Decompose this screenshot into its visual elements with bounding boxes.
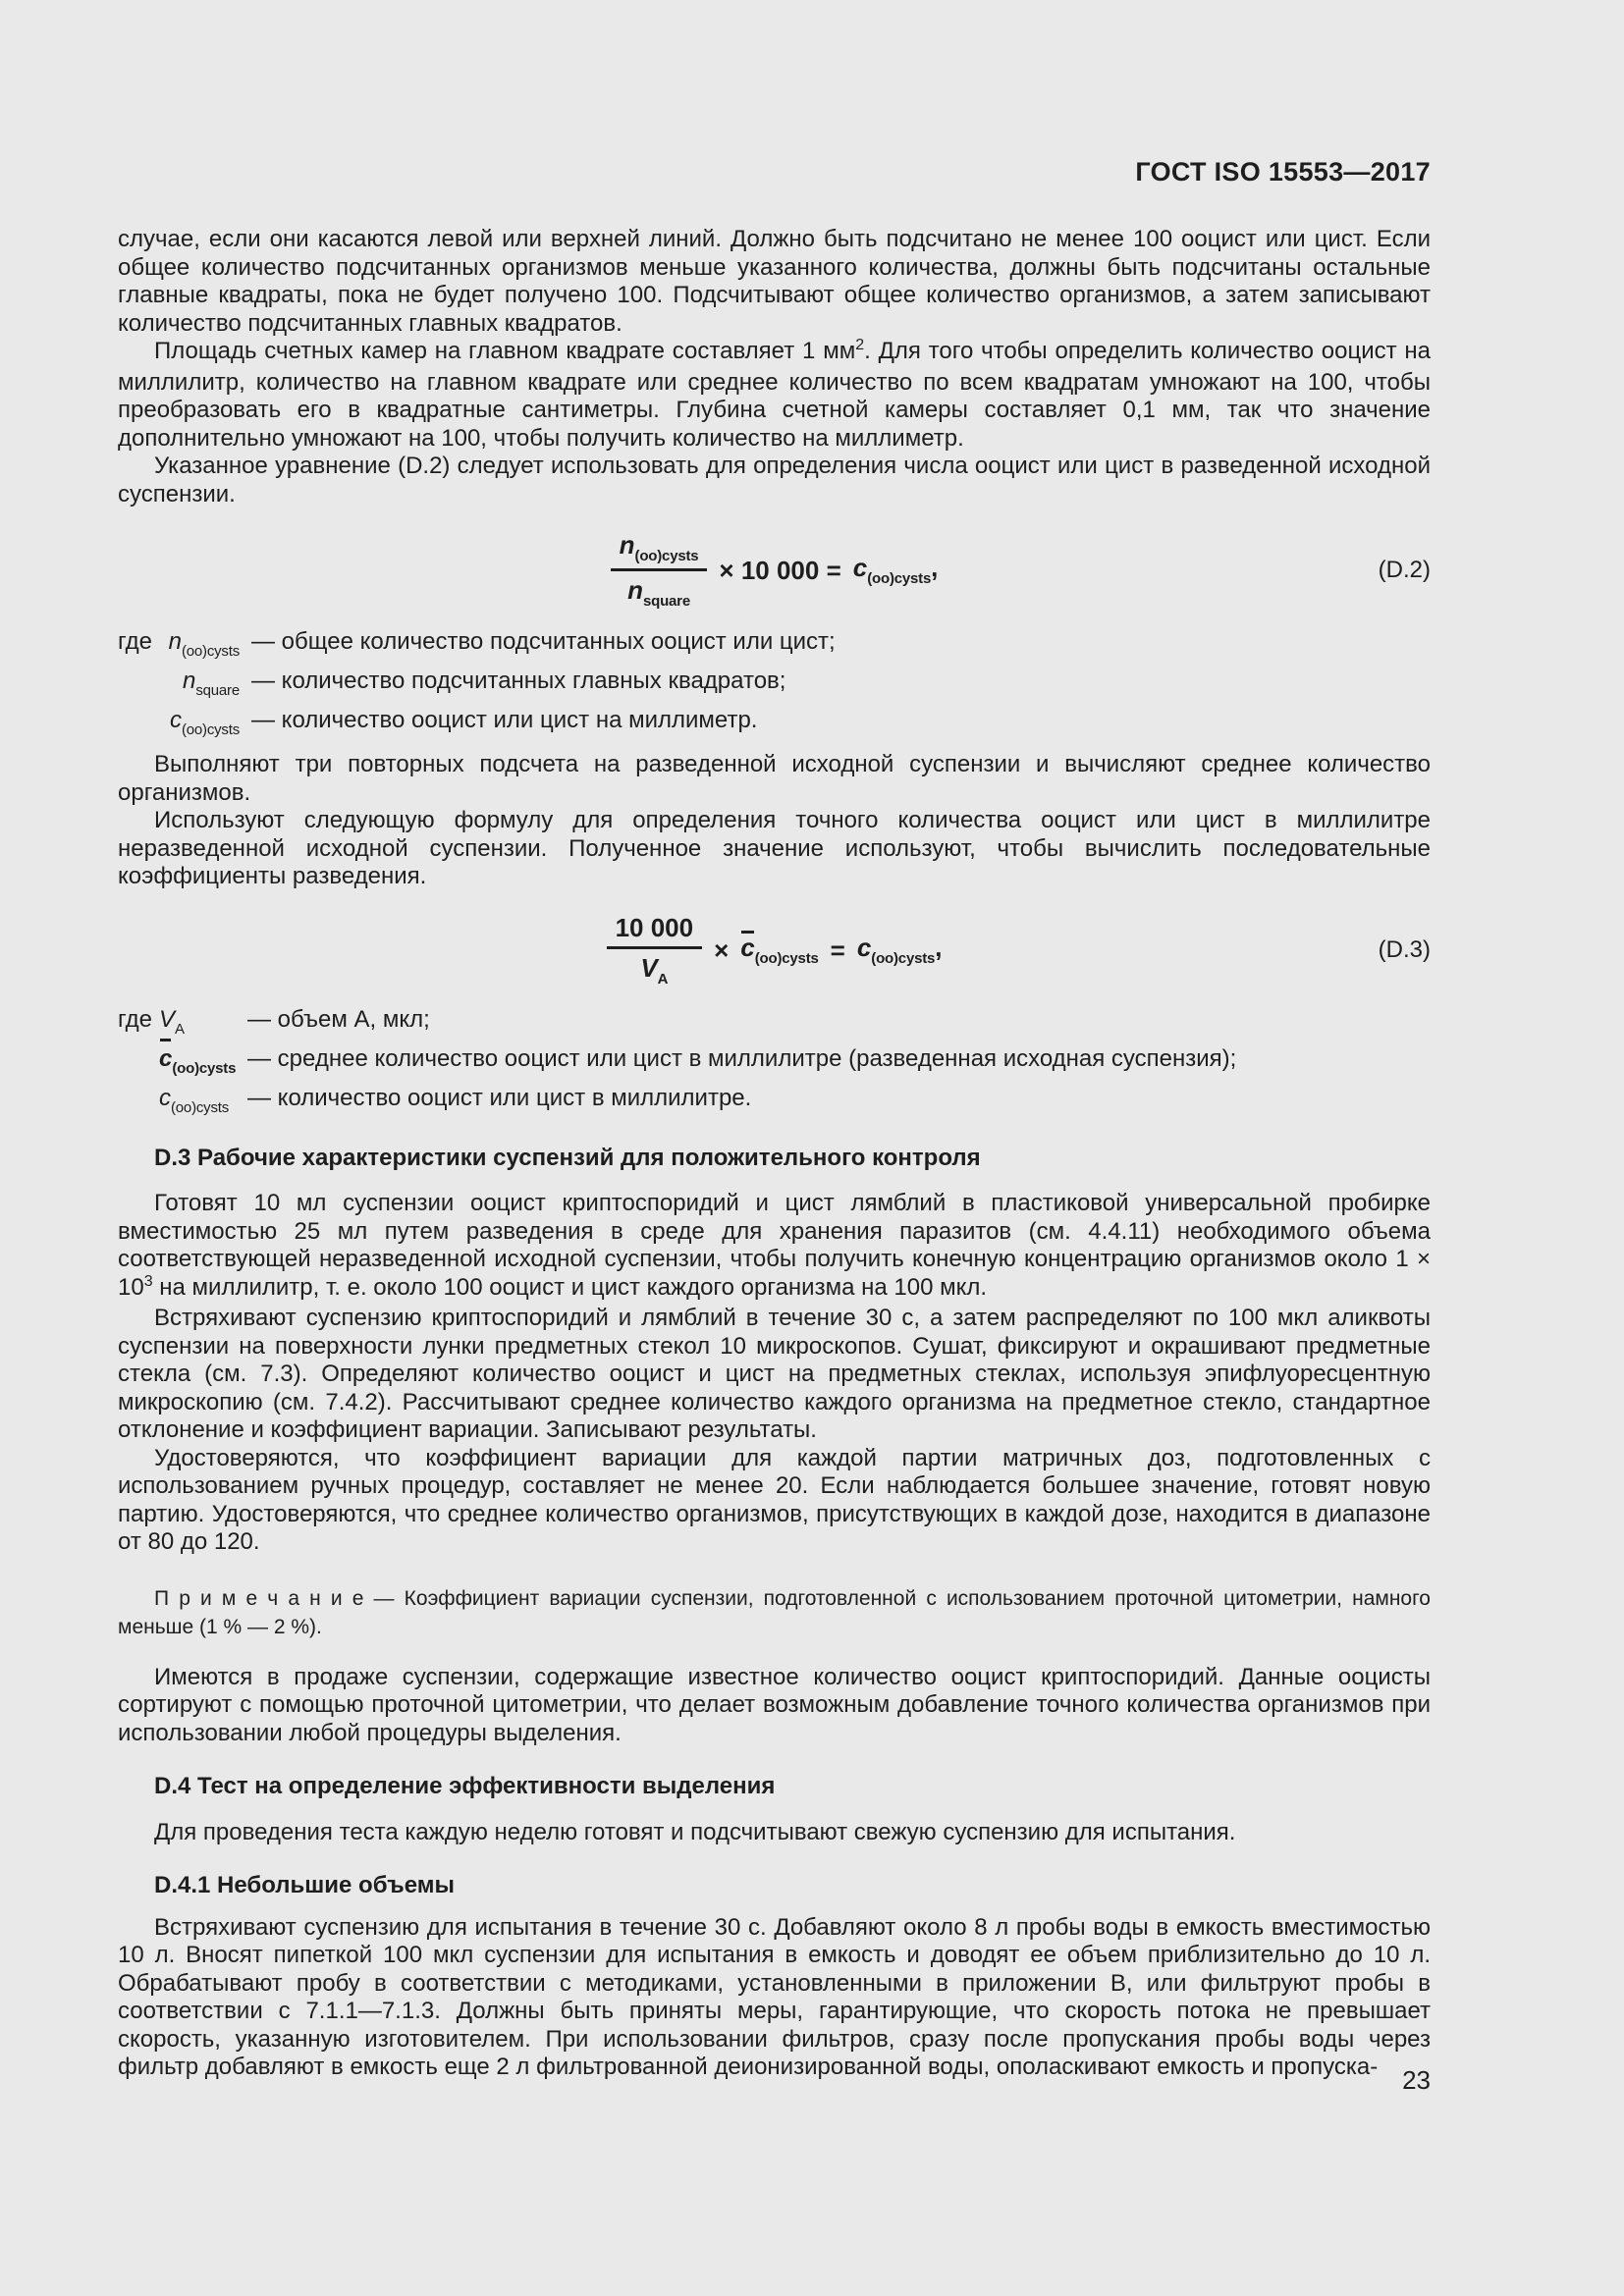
variable: c — [159, 1084, 171, 1111]
subscript: square — [642, 593, 690, 610]
subscript: (oo)cysts — [181, 721, 240, 738]
where-symbol — [159, 1080, 240, 1119]
where-block-d3 — [118, 1001, 1431, 1119]
variable: n — [168, 628, 182, 655]
formula-d2 — [118, 530, 1431, 610]
where-definition: — количество ооцист или цист на миллиметр. — [251, 707, 758, 733]
paragraph-p4 — [118, 751, 1431, 807]
variable: c — [852, 553, 868, 582]
formula-result — [853, 553, 939, 587]
where-symbol — [159, 1001, 240, 1041]
fraction-numerator: 10 000 — [607, 913, 703, 949]
fraction — [611, 530, 708, 610]
fraction-denominator — [619, 571, 699, 610]
subscript: (oo)cysts — [634, 548, 699, 564]
paragraph-text: Встряхивают суспензию для испытания в течение 30 с. Добавляют около 8 л пробы воды в емкость вместимостью 10 л. Вносят пипеткой 100 мкл суспензии для испытания в емкость и доводят ее объем приблизительно до 10 л. Обрабатывают пробу в соответствии с методиками, установленными в приложении В, или фильтруют пробы в соответствии с 7.1.1—7.1.3. Должны быть приняты меры, гарантирующие, что скорость потока не превышает скорость, указанную изготовителем. При использовании фильтров, сразу после пропускания пробы воды через фильтр добавляют в емкость еще 2 л фильтрованной деионизированной воды, ополаскивают емкость и пропуска- — [118, 1913, 1431, 2080]
where-definition: — количество ооцист или цист в миллилитре. — [247, 1084, 752, 1111]
paragraph-p8 — [118, 1445, 1431, 1557]
formula-result — [857, 933, 943, 967]
paragraph-text: Имеются в продаже суспензии, содержащие известное количество ооцист криптоспоридий. Данные ооцисты сортируют с помощью проточной цитометрии, что делает возможным добавление точного количества организмов при использовании любой процедуры выделения. — [118, 1663, 1431, 1746]
paragraph-text: Встряхивают суспензию криптоспоридий и лямблий в течение 30 с, а затем распределяют по 100 мкл аликвоты суспензии на поверхности лунки предметных стекол 10 микроскопов. Сушат, фиксируют и окрашивают предметные стекла (см. 7.3). Определяют количество ооцист и цист на предметных стеклах, используя эпифлуоресцентную микроскопию (см. 7.4.2). Рассчитывают среднее количество каждого организма на предметное стекло, стандартное отклонение и коэффициент вариации. Записывают результаты. — [118, 1305, 1431, 1443]
superscript: 2 — [855, 337, 865, 353]
where-symbol-mean — [159, 1041, 240, 1080]
subscript: (oo)cysts — [171, 1098, 230, 1116]
where-row — [118, 1001, 1431, 1041]
variable: n — [182, 667, 196, 694]
paragraph-text: Для проведения теста каждую неделю готовят и подсчитывают свежую суспензию для испытания. — [154, 1818, 1236, 1845]
formula-comma: , — [931, 553, 939, 582]
paragraph-p2 — [118, 338, 1431, 453]
where-symbol — [159, 623, 244, 663]
where-row — [118, 1041, 1431, 1080]
where-symbol — [159, 663, 244, 702]
variable: c — [856, 933, 872, 962]
where-definition: — общее количество подсчитанных ооцист или цист; — [251, 628, 836, 655]
fraction-numerator — [611, 530, 708, 571]
paragraph-text: случае, если они касаются левой или верхней линий. Должно быть подсчитано не менее 100 ооцист или цист. Если общее количество подсчитанных организмов меньше указанного количества, должны быть подсчитаны остальные главные квадраты, пока не будет получено 100. Подсчитывают общее количество организмов, а затем записывают количество подсчитанных главных квадратов. — [118, 226, 1431, 337]
superscript: 3 — [143, 1272, 153, 1290]
paragraph-p10 — [118, 1819, 1431, 1847]
formula-comma: , — [935, 933, 943, 962]
variable: n — [619, 530, 635, 560]
where-row — [118, 702, 1431, 741]
subscript: (oo)cysts — [754, 950, 819, 967]
paragraph-text: на миллилитр, т. е. около 100 ооцист и цист каждого организма на 100 мкл. — [152, 1273, 988, 1301]
subscript: A — [175, 1020, 185, 1038]
overbar — [740, 933, 754, 962]
paragraph-p3 — [118, 453, 1431, 508]
paragraph-text: Готовят 10 мл суспензии ооцист криптоспоридий и цист лямблий в пластиковой универсальной пробирке вместимостью 25 мл путем разведения в среде для хранения паразитов (см. 4.4.11) необходимого объема соответствующей неразведенной исходной суспензии, чтобы получить конечную концентрацию организмов около 1 × 10 — [118, 1190, 1431, 1301]
page-number: 23 — [1402, 2065, 1431, 2095]
heading-d3: D.3 Рабочие характеристики суспензий для положительного контроля — [154, 1144, 981, 1171]
subscript: square — [195, 682, 240, 699]
paragraph-text: . Для того чтобы определить количество ооцист на миллилитр, количество на главном квадрате или среднее количество по всем квадратам умножают на 100, чтобы преобразовать его в квадратные сантиметры. Глубина счетной камеры составляет 0,1 мм, так что значение дополнительно умножают на 100, чтобы получить количество на миллиметр. — [118, 338, 1432, 452]
fraction — [607, 913, 703, 988]
formula-operator: × 10 000 = — [719, 555, 841, 585]
note-block — [118, 1584, 1431, 1642]
variable: c — [159, 1044, 173, 1072]
fraction-denominator — [631, 949, 677, 988]
paragraph-p6 — [118, 1190, 1431, 1305]
where-definition: — объем А, мкл; — [247, 1005, 430, 1033]
overbar — [159, 1041, 172, 1077]
subscript: (oo)cysts — [172, 1059, 237, 1077]
subscript: A — [657, 970, 669, 988]
note-text: — Коэффициент вариации суспензии, подготовленной с использованием проточной цитометрии, намного меньше (1 % — 2 %). — [118, 1586, 1431, 1638]
formula-d3 — [118, 913, 1431, 988]
where-row — [118, 1080, 1431, 1119]
variable: n — [627, 575, 643, 605]
paragraph-text: Выполняют три повторных подсчета на разведенной исходной суспензии и вычисляют среднее количество организмов. — [118, 751, 1431, 806]
subscript: (oo)cysts — [867, 570, 932, 587]
paragraph-text: Указанное уравнение (D.2) следует использовать для определения числа ооцист или цист в разведенной исходной суспензии. — [118, 453, 1431, 507]
paragraph-text: Удостоверяются, что коэффициент вариации для каждой партии матричных доз, подготовленных с использованием ручных процедур, составляет не менее 20. Если наблюдается большее значение, готовят новую партию. Удостоверяются, что среднее количество организмов, присутствующих в каждой дозе, находится в диапазоне от 80 до 120. — [118, 1444, 1431, 1555]
formula-mean-term — [740, 933, 818, 967]
paragraph-p5 — [118, 807, 1431, 891]
where-row — [118, 663, 1431, 702]
paragraph-text: Площадь счетных камер на главном квадрате составляет 1 мм — [154, 338, 856, 364]
document-title: ГОСТ ISO 15553—2017 — [1135, 157, 1431, 187]
variable: c — [169, 707, 182, 733]
paragraph-text: Используют следующую формулу для определения точного количества ооцист или цист в миллилитре неразведенной исходной суспензии. Полученное значение используют, чтобы вычислить последовательные коэффициенты разведения. — [118, 807, 1431, 889]
paragraph-p11 — [118, 1914, 1431, 2082]
where-row — [118, 623, 1431, 663]
variable: c — [740, 933, 755, 962]
formula-operator: × — [714, 934, 730, 965]
where-block-d2 — [118, 623, 1431, 741]
where-gde: где — [118, 628, 153, 655]
where-symbol — [159, 702, 244, 741]
subscript: (oo)cysts — [181, 643, 240, 660]
where-gde: где — [118, 1005, 153, 1033]
where-definition: — среднее количество ооцист или цист в миллилитре (разведенная исходная суспензия); — [247, 1044, 1237, 1072]
note-label: П р и м е ч а н и е — [154, 1586, 364, 1610]
paragraph-p1 — [118, 226, 1431, 338]
where-definition: — количество подсчитанных главных квадратов; — [251, 667, 786, 694]
heading-d4: D.4 Тест на определение эффективности выделения — [154, 1773, 776, 1799]
equation-label-d2: (D.2) — [1378, 556, 1431, 583]
paragraph-p7 — [118, 1305, 1431, 1445]
subscript: (oo)cysts — [871, 950, 936, 967]
formula-equals: = — [830, 934, 845, 965]
equation-label-d3: (D.3) — [1378, 935, 1431, 963]
heading-d41: D.4.1 Небольшие объемы — [154, 1872, 455, 1898]
variable: V — [640, 952, 658, 983]
paragraph-p9 — [118, 1664, 1431, 1748]
variable: V — [159, 1005, 176, 1033]
